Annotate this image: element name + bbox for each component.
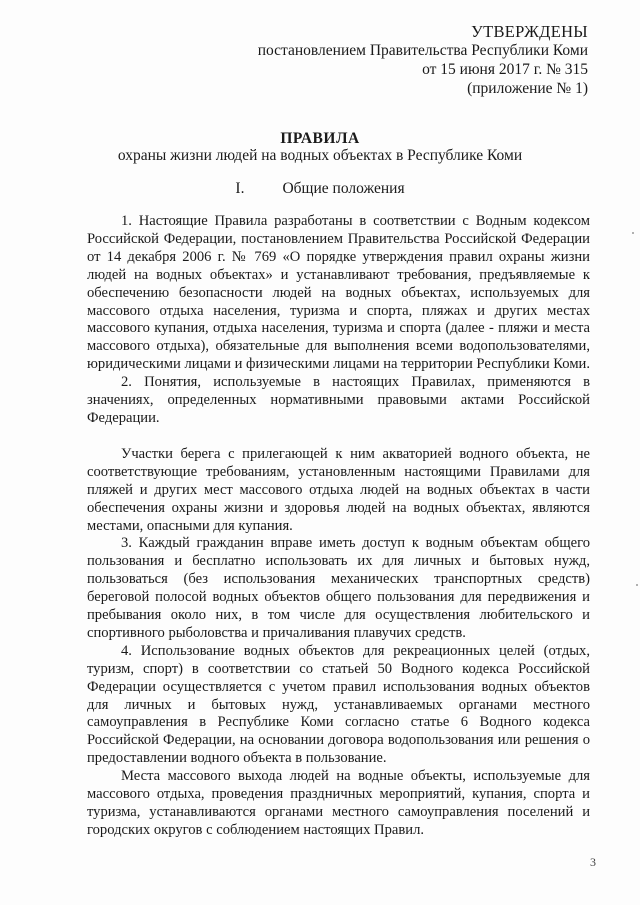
paragraph-2-continuation: Участки берега с прилегающей к ним акваторией водного объекта, не соответствующие требованиям, установленным настоящими Правилами для пляжей и других мест массового отдыха людей на водных объектах в части обеспечения охраны жизни и здоровья людей на водных объектах, являются местами, опасными для купания. <box>87 445 590 534</box>
approval-line-date: от 15 июня 2017 г. № 315 <box>422 61 588 78</box>
paragraph-2: 2. Понятия, используемые в настоящих Правилах, применяются в значениях, определенных нормативными правовыми актами Российской Федерации. <box>87 374 590 426</box>
document-title: ПРАВИЛА <box>280 130 360 147</box>
paragraph-3: 3. Каждый гражданин вправе иметь доступ к водным объектам общего пользования и бесплатно использовать их для личных и бытовых нужд, пользоваться (без использования механических транспортных средств) береговой полосой водных объектов общего пользования для передвижения и пребывания около них, в том числе для осуществления любительского и спортивного рыболовства и причаливания плавучих средств. <box>87 535 590 641</box>
document-subtitle: охраны жизни людей на водных объектах в Республике Коми <box>117 147 523 164</box>
section-title: Общие положения <box>282 180 405 197</box>
document-body <box>87 213 590 840</box>
scan-speck <box>636 584 638 586</box>
approval-title: УТВЕРЖДЕНЫ <box>471 22 588 41</box>
scan-speck <box>632 232 634 234</box>
approval-line-decree: постановлением Правительства Республики Коми <box>257 42 588 59</box>
paragraph-1: 1. Настоящие Правила разработаны в соответствии с Водным кодексом Российской Федерации, постановлением Правительства Российской Федерации от 14 декабря 2006 г. № 769 «О порядке утверждения правил охраны жизни людей на водных объектах» и устанавливают требования, предъявляемые к обеспечению безопасности людей на водных объектах, используемых для массового отдыха населения, туризма и спорта, пляжах и других местах массового купания, отдыха населения, туризма и спорта (далее - пляжи и места массового отдыха), обязательные для выполнения всеми водопользователями, юридическими лицами и физическими лицами на территории Республики Коми. <box>87 213 591 373</box>
paragraph-4-continuation: Места массового выхода людей на водные объекты, используемые для массового отдыха, проведения праздничных мероприятий, купания, спорта и туризма, устанавливаются органами местного самоуправления поселений и городских округов с соблюдением настоящих Правил. <box>87 768 590 838</box>
approval-line-annex: (приложение № 1) <box>467 80 588 97</box>
paragraph-4: 4. Использование водных объектов для рекреационных целей (отдых, туризм, спорт) в соответствии со статьей 50 Водного кодекса Российской Федерации осуществляется с учетом правил использования водных объектов для личных и бытовых нужд, устанавливаемых органами местного самоуправления в Республике Коми согласно статье 6 Водного кодекса Российской Федерации, на основании договора водопользования или решения о предоставлении водного объекта в пользование. <box>87 642 590 767</box>
page-number: 3 <box>590 855 596 869</box>
approval-stamp <box>258 22 588 98</box>
section-heading <box>0 180 640 198</box>
section-number: I. <box>235 180 245 197</box>
